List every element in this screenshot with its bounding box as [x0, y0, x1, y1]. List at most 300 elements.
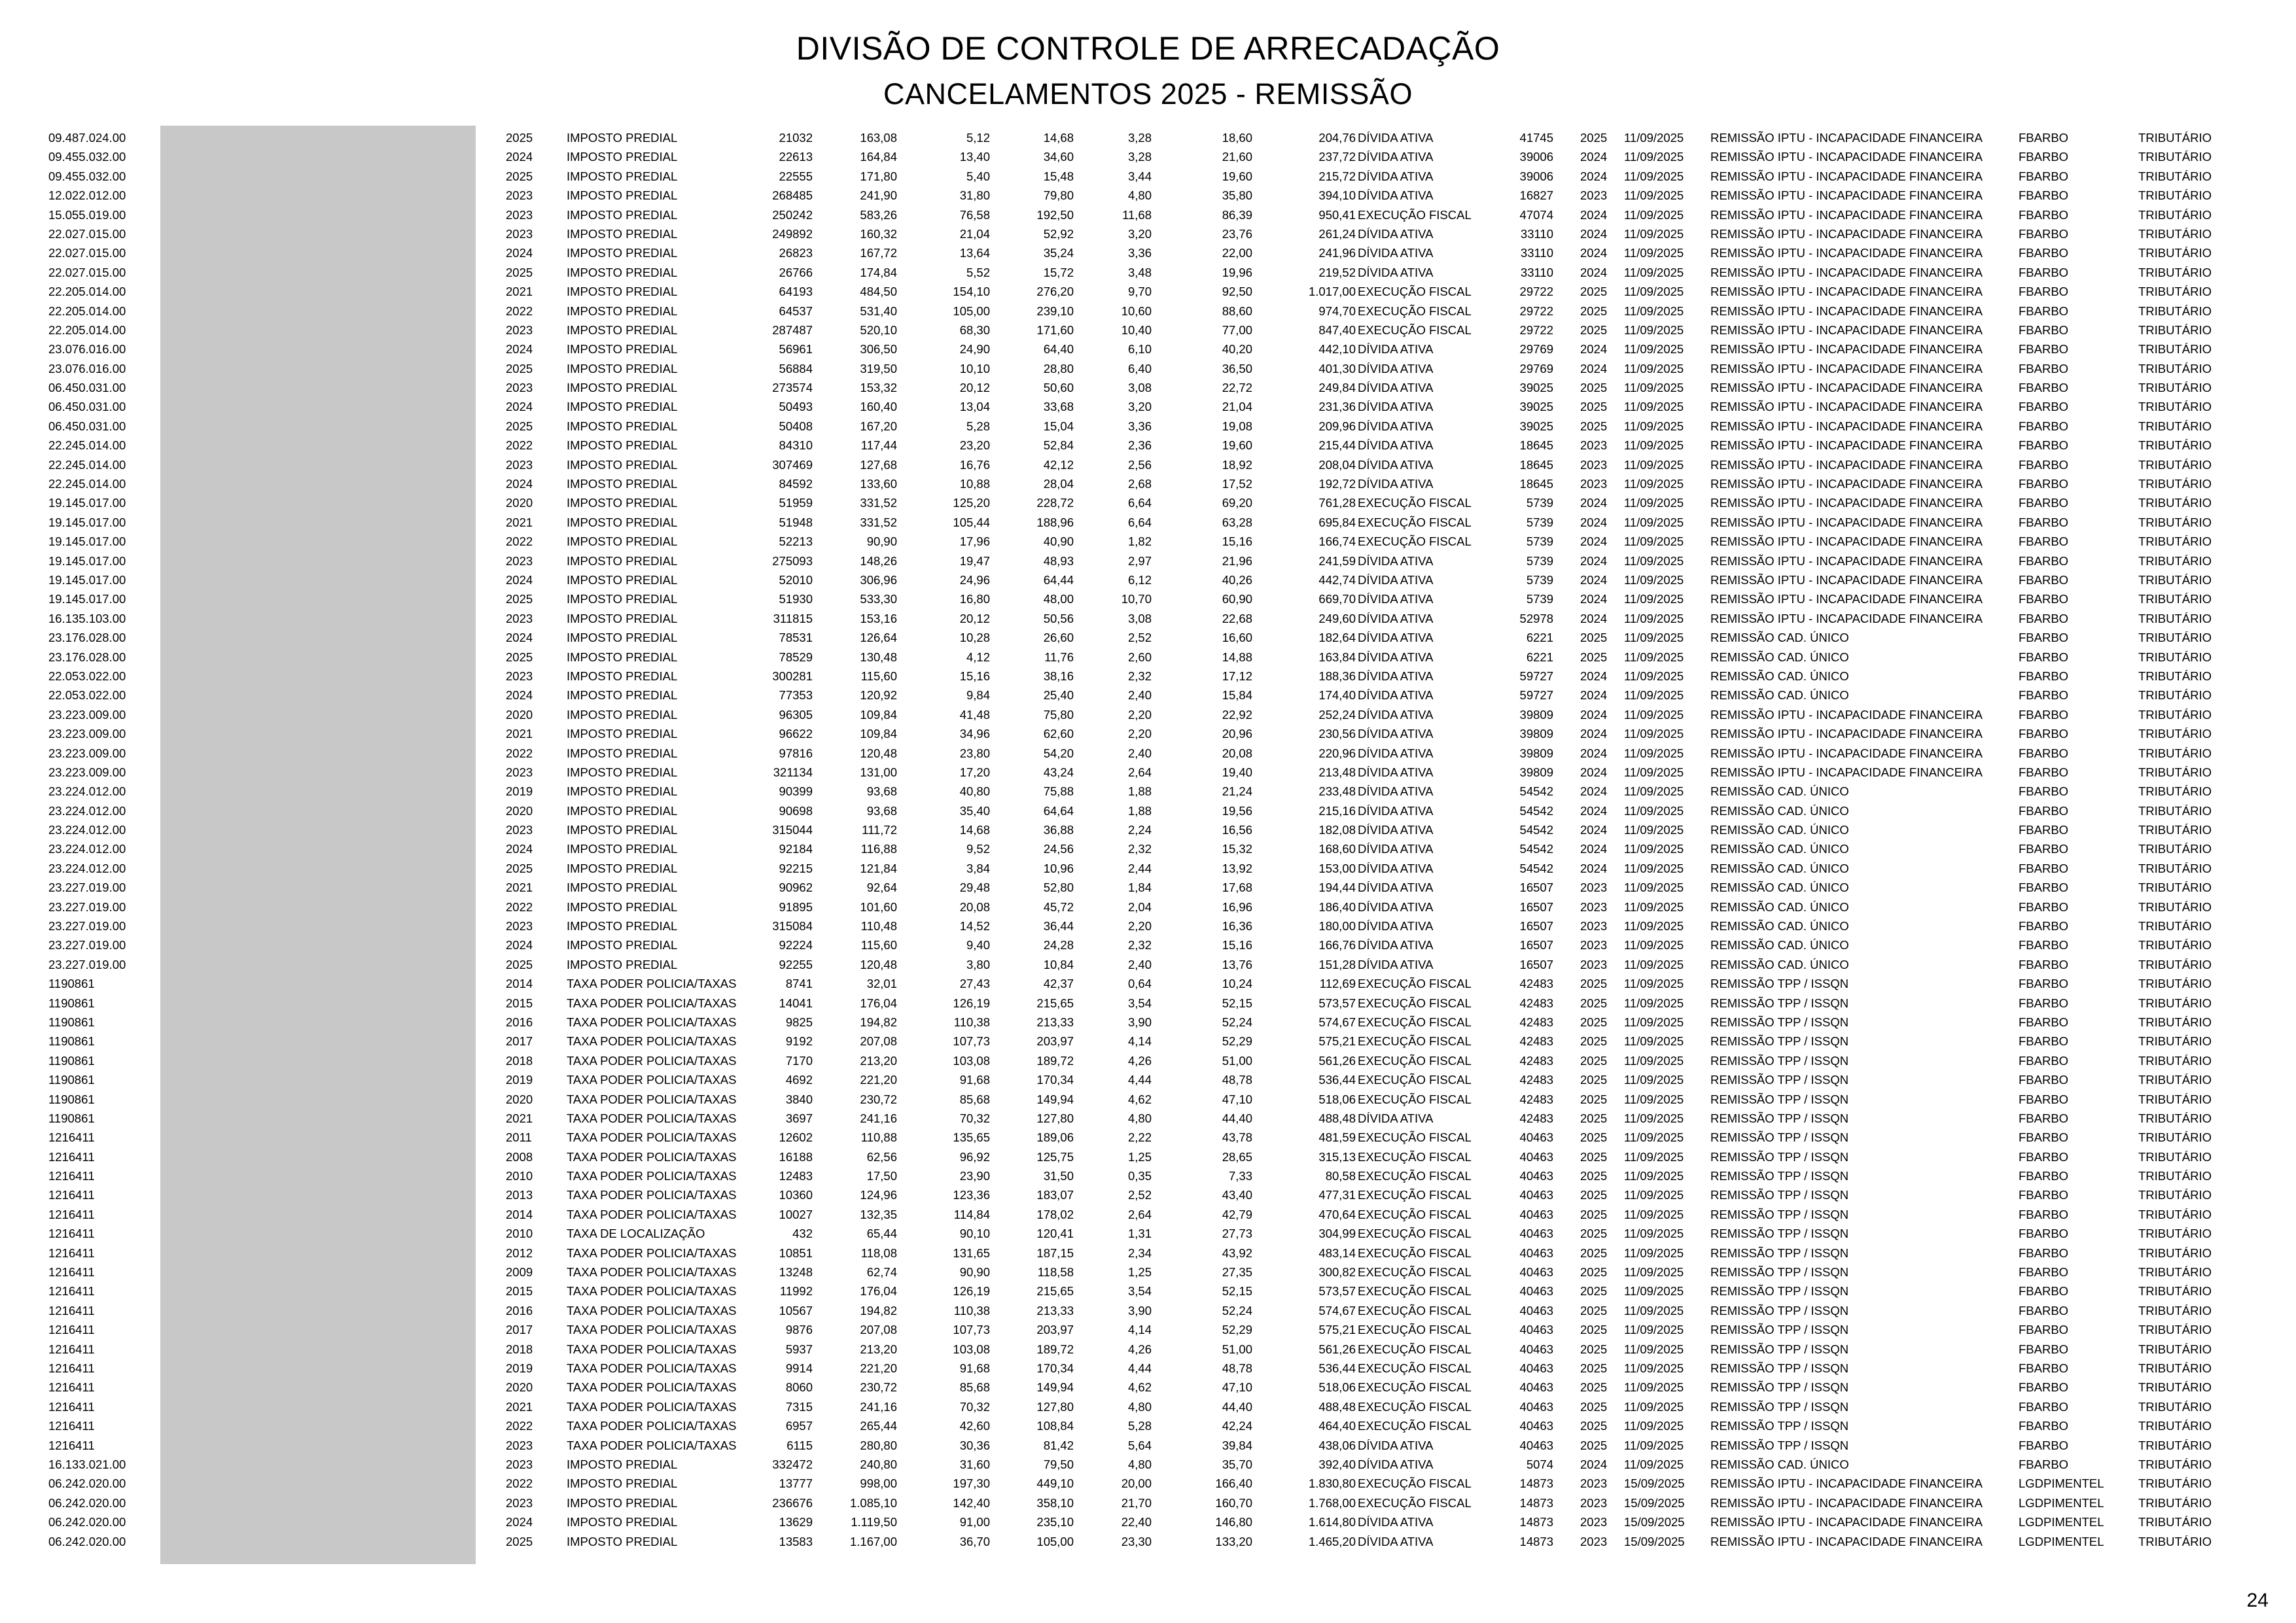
col-total: 561,26 — [1318, 1053, 1356, 1068]
col-lancamento: 13248 — [779, 1265, 813, 1280]
col-tributo: IMPOSTO PREDIAL — [567, 323, 678, 337]
col-correcao: 2,44 — [1127, 861, 1152, 875]
col-total: 304,99 — [1318, 1227, 1356, 1241]
col-ano-processo: 2024 — [1580, 265, 1608, 279]
col-setor: TRIBUTÁRIO — [2138, 919, 2212, 934]
col-ano-processo: 2025 — [1580, 1438, 1608, 1452]
col-honorarios: 16,36 — [1222, 919, 1252, 934]
col-lancamento: 52213 — [779, 534, 813, 549]
col-motivo: REMISSÃO IPTU - INCAPACIDADE FINANCEIRA — [1710, 1495, 1983, 1510]
col-usuario: FBARBO — [2019, 1188, 2069, 1202]
col-processo: 40463 — [1519, 1419, 1553, 1433]
col-lancamento: 6957 — [785, 1419, 813, 1433]
col-multa: 17,96 — [959, 534, 990, 549]
col-honorarios: 19,96 — [1222, 265, 1252, 279]
col-total: 470,64 — [1318, 1207, 1356, 1221]
col-honorarios: 15,84 — [1222, 688, 1252, 703]
col-situacao: DÍVIDA ATIVA — [1358, 765, 1434, 779]
col-honorarios: 39,84 — [1222, 1438, 1252, 1452]
table-row — [0, 1436, 2296, 1455]
col-data: 11/09/2025 — [1624, 899, 1684, 914]
col-valor: 160,40 — [860, 400, 897, 414]
table-row — [0, 686, 2296, 705]
col-situacao: DÍVIDA ATIVA — [1358, 1515, 1434, 1529]
col-total: 166,74 — [1318, 534, 1356, 549]
col-data: 11/09/2025 — [1624, 977, 1684, 991]
col-valor: 116,88 — [860, 842, 897, 856]
col-total: 536,44 — [1318, 1361, 1356, 1375]
col-correcao: 21,70 — [1121, 1495, 1152, 1510]
col-tributo: IMPOSTO PREDIAL — [567, 1515, 678, 1529]
col-honorarios: 52,24 — [1222, 1303, 1252, 1318]
col-exercicio: 2023 — [506, 919, 533, 934]
col-juros: 50,60 — [1043, 381, 1074, 395]
col-motivo: REMISSÃO TPP / ISSQN — [1710, 977, 1849, 991]
col-ano-processo: 2025 — [1580, 400, 1608, 414]
col-setor: TRIBUTÁRIO — [2138, 1073, 2212, 1087]
col-tributo: IMPOSTO PREDIAL — [567, 246, 678, 260]
col-motivo: REMISSÃO TPP / ISSQN — [1710, 1169, 1849, 1183]
col-motivo: REMISSÃO IPTU - INCAPACIDADE FINANCEIRA — [1710, 746, 1983, 760]
col-valor: 62,56 — [866, 1149, 897, 1164]
col-situacao: DÍVIDA ATIVA — [1358, 881, 1434, 895]
table-row — [0, 1128, 2296, 1147]
col-exercicio: 2023 — [506, 823, 533, 837]
col-situacao: EXECUÇÃO FISCAL — [1358, 1207, 1472, 1221]
col-situacao: EXECUÇÃO FISCAL — [1358, 1227, 1472, 1241]
col-exercicio: 2021 — [506, 881, 533, 895]
col-situacao: DÍVIDA ATIVA — [1358, 150, 1434, 164]
col-total: 1.768,00 — [1308, 1495, 1356, 1510]
col-motivo: REMISSÃO TPP / ISSQN — [1710, 1092, 1849, 1106]
col-correcao: 5,64 — [1127, 1438, 1152, 1452]
col-correcao: 4,14 — [1127, 1034, 1152, 1049]
col-tributo: TAXA PODER POLICIA/TAXAS — [567, 1015, 737, 1029]
col-total: 237,72 — [1318, 150, 1356, 164]
col-ano-processo: 2023 — [1580, 188, 1608, 203]
col-processo: 40463 — [1519, 1284, 1553, 1299]
col-tributo: IMPOSTO PREDIAL — [567, 226, 678, 241]
col-exercicio: 2017 — [506, 1323, 533, 1337]
col-setor: TRIBUTÁRIO — [2138, 131, 2212, 145]
col-honorarios: 21,24 — [1222, 784, 1252, 799]
col-motivo: REMISSÃO CAD. ÚNICO — [1710, 899, 1849, 914]
col-ano-processo: 2025 — [1580, 1265, 1608, 1280]
col-exercicio: 2009 — [506, 1265, 533, 1280]
col-processo: 16507 — [1519, 938, 1553, 952]
col-juros: 75,88 — [1043, 784, 1074, 799]
col-honorarios: 15,16 — [1222, 938, 1252, 952]
col-valor: 176,04 — [860, 996, 897, 1010]
col-correcao: 3,90 — [1127, 1015, 1152, 1029]
col-situacao: EXECUÇÃO FISCAL — [1358, 207, 1472, 222]
col-situacao: DÍVIDA ATIVA — [1358, 457, 1434, 472]
col-total: 573,57 — [1318, 1284, 1356, 1299]
col-multa: 76,58 — [959, 207, 990, 222]
col-lancamento: 10360 — [779, 1188, 813, 1202]
col-tributo: IMPOSTO PREDIAL — [567, 842, 678, 856]
col-usuario: FBARBO — [2019, 150, 2069, 164]
col-data: 11/09/2025 — [1624, 823, 1684, 837]
col-data: 11/09/2025 — [1624, 207, 1684, 222]
col-exercicio: 2023 — [506, 1438, 533, 1452]
col-ano-processo: 2025 — [1580, 285, 1608, 299]
table-row — [0, 224, 2296, 243]
col-ano-processo: 2025 — [1580, 977, 1608, 991]
col-correcao: 4,14 — [1127, 1323, 1152, 1337]
col-correcao: 3,54 — [1127, 996, 1152, 1010]
col-processo: 47074 — [1519, 207, 1553, 222]
col-situacao: DÍVIDA ATIVA — [1358, 188, 1434, 203]
col-juros: 42,37 — [1043, 977, 1074, 991]
col-exercicio: 2018 — [506, 1053, 533, 1068]
col-valor: 533,30 — [860, 592, 897, 606]
table-row — [0, 1416, 2296, 1435]
col-lancamento: 16188 — [779, 1149, 813, 1164]
col-total: 80,58 — [1325, 1169, 1356, 1183]
col-honorarios: 146,80 — [1215, 1515, 1252, 1529]
col-valor: 1.119,50 — [851, 1515, 897, 1529]
col-total: 252,24 — [1318, 707, 1356, 722]
col-total: 442,74 — [1318, 572, 1356, 587]
col-tributo: IMPOSTO PREDIAL — [567, 419, 678, 433]
col-data: 11/09/2025 — [1624, 131, 1684, 145]
col-multa: 85,68 — [959, 1380, 990, 1395]
col-multa: 131,65 — [953, 1246, 990, 1260]
col-valor: 1.085,10 — [849, 1495, 897, 1510]
col-juros: 228,72 — [1036, 496, 1074, 510]
col-exercicio: 2023 — [506, 323, 533, 337]
col-exercicio: 2023 — [506, 1457, 533, 1471]
col-total: 950,41 — [1318, 207, 1356, 222]
col-data: 15/09/2025 — [1624, 1495, 1685, 1510]
col-motivo: REMISSÃO TPP / ISSQN — [1710, 1361, 1849, 1375]
col-juros: 235,10 — [1036, 1515, 1074, 1529]
col-usuario: FBARBO — [2019, 957, 2069, 971]
table-row — [0, 705, 2296, 724]
col-lancamento: 90698 — [779, 803, 813, 818]
col-juros: 15,48 — [1043, 169, 1074, 183]
col-honorarios: 22,72 — [1222, 381, 1252, 395]
col-honorarios: 43,78 — [1222, 1130, 1252, 1145]
col-tributo: IMPOSTO PREDIAL — [567, 400, 678, 414]
col-exercicio: 2024 — [506, 150, 533, 164]
col-setor: TRIBUTÁRIO — [2138, 842, 2212, 856]
col-setor: TRIBUTÁRIO — [2138, 207, 2212, 222]
col-correcao: 1,31 — [1127, 1227, 1152, 1241]
col-correcao: 2,52 — [1127, 1188, 1152, 1202]
col-motivo: REMISSÃO IPTU - INCAPACIDADE FINANCEIRA — [1710, 131, 1983, 145]
col-honorarios: 21,96 — [1222, 553, 1252, 568]
col-juros: 38,16 — [1043, 669, 1074, 683]
col-ano-processo: 2023 — [1580, 1476, 1608, 1491]
col-setor: TRIBUTÁRIO — [2138, 1284, 2212, 1299]
col-exercicio: 2020 — [506, 1092, 533, 1106]
col-usuario: FBARBO — [2019, 650, 2069, 664]
col-setor: TRIBUTÁRIO — [2138, 1323, 2212, 1337]
col-lancamento: 52010 — [779, 572, 813, 587]
col-inscricao: 23.224.012.00 — [48, 784, 126, 799]
col-valor: 120,48 — [860, 957, 897, 971]
col-total: 192,72 — [1318, 477, 1356, 491]
col-data: 11/09/2025 — [1624, 1361, 1684, 1375]
table-row — [0, 955, 2296, 974]
col-situacao: DÍVIDA ATIVA — [1358, 957, 1434, 971]
col-setor: TRIBUTÁRIO — [2138, 553, 2212, 568]
col-motivo: REMISSÃO CAD. ÚNICO — [1710, 842, 1849, 856]
col-data: 11/09/2025 — [1624, 1303, 1684, 1318]
col-valor: 133,60 — [860, 477, 897, 491]
col-motivo: REMISSÃO CAD. ÚNICO — [1710, 1457, 1849, 1471]
col-usuario: FBARBO — [2019, 611, 2069, 625]
col-juros: 28,80 — [1043, 361, 1074, 375]
col-ano-processo: 2025 — [1580, 1015, 1608, 1029]
col-juros: 213,33 — [1036, 1015, 1074, 1029]
col-tributo: TAXA PODER POLICIA/TAXAS — [567, 1303, 737, 1318]
col-total: 392,40 — [1318, 1457, 1356, 1471]
col-motivo: REMISSÃO IPTU - INCAPACIDADE FINANCEIRA — [1710, 1515, 1983, 1529]
col-multa: 35,40 — [959, 803, 990, 818]
col-situacao: DÍVIDA ATIVA — [1358, 342, 1434, 357]
col-exercicio: 2025 — [506, 592, 533, 606]
col-tributo: IMPOSTO PREDIAL — [567, 881, 678, 895]
col-motivo: REMISSÃO TPP / ISSQN — [1710, 1380, 1849, 1395]
col-tributo: IMPOSTO PREDIAL — [567, 938, 678, 952]
col-data: 11/09/2025 — [1624, 226, 1684, 241]
col-inscricao: 23.223.009.00 — [48, 765, 126, 779]
col-inscricao: 06.242.020.00 — [48, 1515, 126, 1529]
col-multa: 13,64 — [959, 246, 990, 260]
col-setor: TRIBUTÁRIO — [2138, 1188, 2212, 1202]
col-multa: 126,19 — [953, 996, 990, 1010]
col-usuario: FBARBO — [2019, 400, 2069, 414]
col-processo: 40463 — [1519, 1380, 1553, 1395]
col-data: 11/09/2025 — [1624, 1073, 1684, 1087]
col-tributo: IMPOSTO PREDIAL — [567, 765, 678, 779]
col-motivo: REMISSÃO TPP / ISSQN — [1710, 1073, 1849, 1087]
col-multa: 5,12 — [966, 131, 990, 145]
col-exercicio: 2023 — [506, 226, 533, 241]
col-total: 481,59 — [1318, 1130, 1356, 1145]
col-lancamento: 22613 — [779, 150, 813, 164]
col-setor: TRIBUTÁRIO — [2138, 1207, 2212, 1221]
col-setor: TRIBUTÁRIO — [2138, 1361, 2212, 1375]
table-row — [0, 1205, 2296, 1224]
col-ano-processo: 2025 — [1580, 1399, 1608, 1414]
col-multa: 27,43 — [959, 977, 990, 991]
col-juros: 81,42 — [1043, 1438, 1074, 1452]
col-correcao: 2,32 — [1127, 938, 1152, 952]
col-ano-processo: 2023 — [1580, 881, 1608, 895]
col-processo: 39025 — [1519, 400, 1553, 414]
col-data: 11/09/2025 — [1624, 1342, 1684, 1356]
col-exercicio: 2012 — [506, 1246, 533, 1260]
col-situacao: EXECUÇÃO FISCAL — [1358, 1419, 1472, 1433]
col-situacao: EXECUÇÃO FISCAL — [1358, 1092, 1472, 1106]
col-valor: 331,52 — [860, 496, 897, 510]
col-motivo: REMISSÃO IPTU - INCAPACIDADE FINANCEIRA — [1710, 496, 1983, 510]
col-exercicio: 2023 — [506, 188, 533, 203]
col-processo: 29769 — [1519, 342, 1553, 357]
col-usuario: FBARBO — [2019, 285, 2069, 299]
col-situacao: EXECUÇÃO FISCAL — [1358, 1149, 1472, 1164]
col-lancamento: 7170 — [785, 1053, 813, 1068]
col-juros: 187,15 — [1036, 1246, 1074, 1260]
col-processo: 54542 — [1519, 842, 1553, 856]
col-correcao: 4,44 — [1127, 1073, 1152, 1087]
col-usuario: FBARBO — [2019, 169, 2069, 183]
col-exercicio: 2022 — [506, 1476, 533, 1491]
col-processo: 59727 — [1519, 688, 1553, 703]
col-inscricao: 19.145.017.00 — [48, 553, 126, 568]
col-multa: 29,48 — [959, 881, 990, 895]
col-setor: TRIBUTÁRIO — [2138, 1476, 2212, 1491]
col-valor: 230,72 — [860, 1380, 897, 1395]
col-multa: 107,73 — [953, 1323, 990, 1337]
col-ano-processo: 2025 — [1580, 1053, 1608, 1068]
col-tributo: TAXA PODER POLICIA/TAXAS — [567, 977, 737, 991]
col-tributo: TAXA PODER POLICIA/TAXAS — [567, 1265, 737, 1280]
col-multa: 110,38 — [953, 1303, 990, 1318]
col-total: 1.465,20 — [1308, 1534, 1356, 1548]
col-correcao: 2,34 — [1127, 1246, 1152, 1260]
col-tributo: IMPOSTO PREDIAL — [567, 438, 678, 453]
col-correcao: 6,64 — [1127, 496, 1152, 510]
col-ano-processo: 2024 — [1580, 226, 1608, 241]
col-setor: TRIBUTÁRIO — [2138, 707, 2212, 722]
col-honorarios: 40,20 — [1222, 342, 1252, 357]
col-tributo: IMPOSTO PREDIAL — [567, 169, 678, 183]
col-total: 438,06 — [1318, 1438, 1356, 1452]
col-total: 241,96 — [1318, 246, 1356, 260]
col-situacao: EXECUÇÃO FISCAL — [1358, 1188, 1472, 1202]
col-inscricao: 06.242.020.00 — [48, 1495, 126, 1510]
col-inscricao: 23.227.019.00 — [48, 957, 126, 971]
col-data: 11/09/2025 — [1624, 996, 1684, 1010]
col-total: 233,48 — [1318, 784, 1356, 799]
col-total: 166,76 — [1318, 938, 1356, 952]
page-number: 24 — [2246, 1590, 2269, 1611]
table-row — [0, 263, 2296, 282]
col-setor: TRIBUTÁRIO — [2138, 400, 2212, 414]
col-processo: 42483 — [1519, 1111, 1553, 1125]
col-motivo: REMISSÃO IPTU - INCAPACIDADE FINANCEIRA — [1710, 534, 1983, 549]
col-total: 194,44 — [1318, 881, 1356, 895]
col-correcao: 1,88 — [1127, 784, 1152, 799]
col-processo: 40463 — [1519, 1246, 1553, 1260]
col-processo: 16507 — [1519, 919, 1553, 934]
col-ano-processo: 2025 — [1580, 131, 1608, 145]
col-exercicio: 2024 — [506, 1515, 533, 1529]
col-lancamento: 92224 — [779, 938, 813, 952]
col-data: 11/09/2025 — [1624, 650, 1684, 664]
col-juros: 25,40 — [1043, 688, 1074, 703]
col-data: 11/09/2025 — [1624, 919, 1684, 934]
col-motivo: REMISSÃO IPTU - INCAPACIDADE FINANCEIRA — [1710, 515, 1983, 529]
col-exercicio: 2011 — [506, 1130, 532, 1145]
col-valor: 109,84 — [860, 727, 897, 741]
col-setor: TRIBUTÁRIO — [2138, 1303, 2212, 1318]
col-inscricao: 1190861 — [48, 1092, 95, 1106]
col-data: 11/09/2025 — [1624, 1130, 1684, 1145]
col-exercicio: 2024 — [506, 342, 533, 357]
col-exercicio: 2021 — [506, 515, 533, 529]
col-ano-processo: 2024 — [1580, 669, 1608, 683]
col-correcao: 3,20 — [1127, 400, 1152, 414]
col-correcao: 6,64 — [1127, 515, 1152, 529]
col-juros: 28,04 — [1043, 477, 1074, 491]
col-honorarios: 22,68 — [1222, 611, 1252, 625]
col-lancamento: 77353 — [779, 688, 813, 703]
table-row — [0, 474, 2296, 493]
col-usuario: FBARBO — [2019, 438, 2069, 453]
table-row — [0, 1185, 2296, 1204]
col-valor: 213,20 — [860, 1342, 897, 1356]
col-exercicio: 2024 — [506, 688, 533, 703]
col-usuario: FBARBO — [2019, 1169, 2069, 1183]
col-juros: 178,02 — [1036, 1207, 1074, 1221]
col-data: 11/09/2025 — [1624, 1111, 1684, 1125]
col-honorarios: 16,56 — [1222, 823, 1252, 837]
col-total: 315,13 — [1318, 1149, 1356, 1164]
col-exercicio: 2025 — [506, 169, 533, 183]
col-tributo: IMPOSTO PREDIAL — [567, 496, 678, 510]
col-lancamento: 10567 — [779, 1303, 813, 1318]
col-ano-processo: 2025 — [1580, 1188, 1608, 1202]
col-usuario: FBARBO — [2019, 1284, 2069, 1299]
col-valor: 132,35 — [860, 1207, 897, 1221]
col-ano-processo: 2023 — [1580, 477, 1608, 491]
col-inscricao: 19.145.017.00 — [48, 534, 126, 549]
col-juros: 43,24 — [1043, 765, 1074, 779]
col-tributo: IMPOSTO PREDIAL — [567, 361, 678, 375]
col-setor: TRIBUTÁRIO — [2138, 881, 2212, 895]
col-data: 11/09/2025 — [1624, 784, 1684, 799]
col-total: 249,84 — [1318, 381, 1356, 395]
col-usuario: FBARBO — [2019, 1438, 2069, 1452]
col-valor: 207,08 — [860, 1323, 897, 1337]
col-correcao: 5,28 — [1127, 1419, 1152, 1433]
col-inscricao: 23.076.016.00 — [48, 361, 126, 375]
col-setor: TRIBUTÁRIO — [2138, 1111, 2212, 1125]
col-usuario: FBARBO — [2019, 1457, 2069, 1471]
col-correcao: 6,10 — [1127, 342, 1152, 357]
col-valor: 65,44 — [866, 1227, 897, 1241]
col-setor: TRIBUTÁRIO — [2138, 1092, 2212, 1106]
col-motivo: REMISSÃO CAD. ÚNICO — [1710, 803, 1849, 818]
col-tributo: IMPOSTO PREDIAL — [567, 150, 678, 164]
col-lancamento: 11992 — [779, 1284, 813, 1299]
col-processo: 40463 — [1519, 1361, 1553, 1375]
col-usuario: FBARBO — [2019, 381, 2069, 395]
col-situacao: EXECUÇÃO FISCAL — [1358, 1323, 1472, 1337]
col-processo: 40463 — [1519, 1342, 1553, 1356]
col-situacao: DÍVIDA ATIVA — [1358, 823, 1434, 837]
col-ano-processo: 2025 — [1580, 1130, 1608, 1145]
col-data: 11/09/2025 — [1624, 515, 1684, 529]
col-usuario: FBARBO — [2019, 131, 2069, 145]
table-row — [0, 667, 2296, 686]
col-inscricao: 19.145.017.00 — [48, 496, 126, 510]
col-exercicio: 2016 — [506, 1303, 533, 1318]
col-data: 11/09/2025 — [1624, 419, 1684, 433]
col-usuario: FBARBO — [2019, 1207, 2069, 1221]
col-multa: 5,40 — [966, 169, 990, 183]
col-inscricao: 23.176.028.00 — [48, 650, 126, 664]
col-setor: TRIBUTÁRIO — [2138, 1457, 2212, 1471]
col-lancamento: 26766 — [779, 265, 813, 279]
col-lancamento: 275093 — [772, 553, 813, 568]
